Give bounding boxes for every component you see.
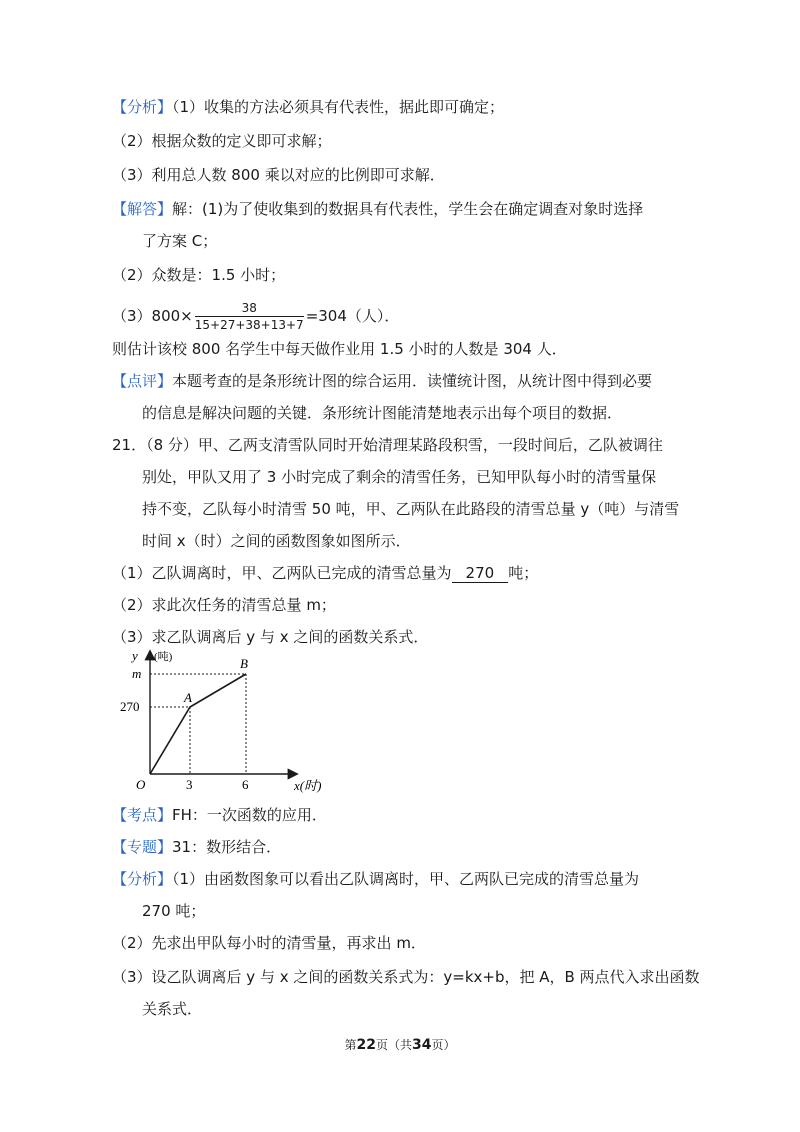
question-line-2: 别处，甲队又用了 3 小时完成了剩余的清雪任务，已知甲队每小时的清雪量保 bbox=[142, 468, 657, 486]
question-line-3: 持不变，乙队每小时清雪 50 吨，甲、乙两队在此路段的清雪总量 y（吨）与清雪 bbox=[142, 500, 680, 518]
y-tick-m: m bbox=[132, 666, 142, 681]
tag-analysis-2: 【分析】 bbox=[112, 870, 173, 888]
fraction-numerator: 38 bbox=[195, 300, 304, 317]
x-axis-label: x(时) bbox=[294, 778, 322, 793]
fraction-denominator: 15+27+38+13+7 bbox=[194, 318, 304, 332]
graph-line bbox=[150, 674, 246, 774]
question-line-1: 21．（8 分）甲、乙两支清雪队同时开始清理某路段积雪，一段时间后，乙队被调往 bbox=[112, 436, 663, 454]
conclusion-line: 则估计该校 800 名学生中每天做作业用 1.5 小时的人数是 304 人． bbox=[112, 340, 567, 358]
function-graph bbox=[118, 644, 348, 794]
analysis2-line-2: 270 吨； bbox=[142, 902, 206, 920]
question-line-4: 时间 x（时）之间的函数图象如图所示． bbox=[142, 532, 411, 550]
topic-line bbox=[112, 836, 281, 858]
y-axis-label: y bbox=[132, 648, 138, 663]
origin-label: O bbox=[136, 777, 146, 792]
comment-line-1 bbox=[112, 370, 652, 392]
keypoint-text: FH：一次函数的应用． bbox=[172, 806, 327, 824]
topic-text: 31：数形结合． bbox=[172, 838, 282, 856]
formula-suffix: =304（人）． bbox=[305, 307, 400, 325]
analysis2-line-3: （2）先求出甲队每小时的清雪量，再求出 m． bbox=[112, 934, 426, 952]
page-footer bbox=[0, 1036, 800, 1053]
analysis-text: （1）收集的方法必须具有代表性，据此即可确定； bbox=[172, 98, 505, 116]
subq1-suffix: 吨； bbox=[508, 564, 539, 582]
page-total: 34 bbox=[412, 1037, 432, 1053]
answer-line-4 bbox=[112, 300, 399, 333]
y-tick-270: 270 bbox=[120, 699, 140, 714]
point-a-label: A bbox=[184, 690, 192, 705]
analysis-line-1 bbox=[112, 96, 504, 118]
analysis2-line-5: 关系式． bbox=[142, 1000, 203, 1018]
subquestion-1 bbox=[112, 562, 538, 584]
y-unit-label: (吨) bbox=[154, 651, 173, 663]
point-b-label: B bbox=[240, 656, 248, 671]
analysis-line-2: （2）根据众数的定义即可求解； bbox=[112, 132, 332, 150]
x-tick-3: 3 bbox=[186, 777, 193, 792]
footer-mid: 页（共 bbox=[375, 1038, 412, 1052]
subquestion-3: （3）求乙队调离后 y 与 x 之间的函数关系式． bbox=[112, 628, 429, 646]
subq1-answer-blank: 270 bbox=[452, 564, 509, 583]
footer-pre: 第 bbox=[344, 1038, 357, 1052]
comment-line-2: 的信息是解决问题的关键．条形统计图能清楚地表示出每个项目的数据． bbox=[142, 404, 623, 422]
tag-keypoint: 【考点】 bbox=[112, 806, 173, 824]
tag-analysis: 【分析】 bbox=[112, 98, 173, 116]
footer-post: 页） bbox=[431, 1038, 456, 1052]
analysis2-line-1 bbox=[112, 868, 639, 890]
analysis-line-3: （3）利用总人数 800 乘以对应的比例即可求解． bbox=[112, 166, 445, 184]
tag-answer: 【解答】 bbox=[112, 200, 173, 218]
answer-line-2: 了方案 C； bbox=[142, 232, 218, 250]
analysis2-line-4: （3）设乙队调离后 y 与 x 之间的函数关系式为：y=kx+b，把 A，B 两点代入求出函数 bbox=[112, 968, 700, 986]
keypoint-line bbox=[112, 804, 327, 826]
page-number: 22 bbox=[356, 1037, 376, 1053]
analysis2-text: （1）由函数图象可以看出乙队调离时，甲、乙两队已完成的清雪总量为 bbox=[172, 870, 640, 888]
answer-line-1 bbox=[112, 198, 643, 220]
formula-prefix: （3）800× bbox=[112, 307, 193, 325]
subq1-text: （1）乙队调离时，甲、乙两队已完成的清雪总量为 bbox=[112, 564, 452, 582]
fraction bbox=[195, 300, 304, 333]
answer-line-3: （2）众数是：1.5 小时； bbox=[112, 266, 286, 284]
subquestion-2: （2）求此次任务的清雪总量 m； bbox=[112, 596, 336, 614]
tag-comment: 【点评】 bbox=[112, 372, 173, 390]
x-tick-6: 6 bbox=[242, 777, 249, 792]
comment-text: 本题考查的是条形统计图的综合运用．读懂统计图，从统计图中得到必要 bbox=[172, 372, 653, 390]
tag-topic: 【专题】 bbox=[112, 838, 173, 856]
answer-text: 解：(1)为了使收集到的数据具有代表性，学生会在确定调查对象时选择 bbox=[172, 200, 644, 218]
